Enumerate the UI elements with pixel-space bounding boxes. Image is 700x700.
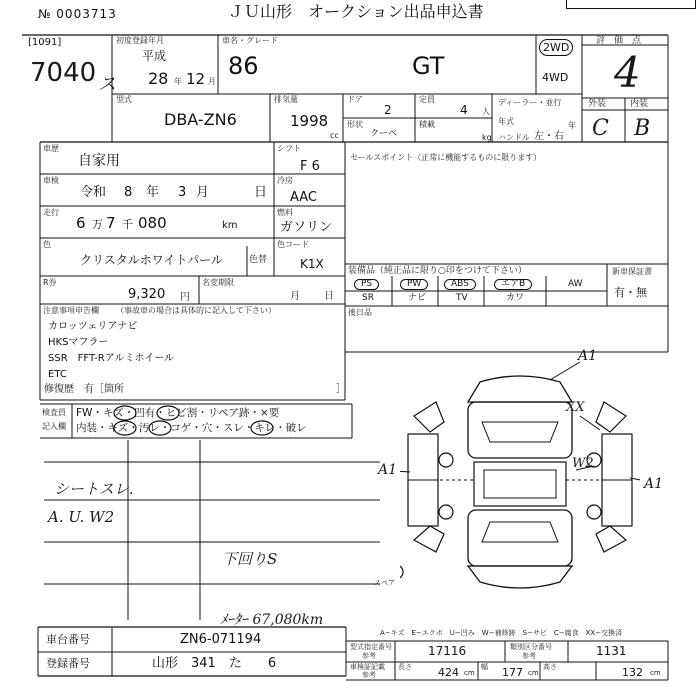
diag-mark-a1-top: A1 [578,348,598,364]
height-label: 高さ [543,663,557,671]
dealer-label: ディーラー・並行 [498,98,562,107]
equip-airbag[interactable]: エアB [494,279,532,290]
fuel: ガソリン [280,220,333,235]
lot-number: 7040 [30,58,97,88]
color-code-label: 色コード [277,240,309,249]
mileage-man-unit: 万 [92,218,103,231]
recycle-label: R券 [43,278,57,287]
equip-tv[interactable]: TV [456,293,468,303]
equip-aw[interactable]: AW [568,279,583,289]
length-label: 長さ [398,663,412,671]
first-reg-month: 12 [186,70,206,88]
model-name-label: 車名・グレード [222,36,278,45]
type-spec-label-1: 型式指定番号 [350,643,392,651]
width-unit: cm [528,669,539,677]
circle-kizu-1 [114,406,136,420]
rating-int-label: 内装 [630,99,649,109]
dims-label-1: 車検証記載 [350,663,385,671]
checks-row-2: 内装・キズ・汚レ・コゲ・穴・スレ・キレ・破レ [76,422,307,434]
circle-sure [251,421,273,435]
plate-number: 山形 341 た 6 [152,656,277,671]
rating-label: 評 価 点 [596,36,642,46]
diag-mark-a1-right: A1 [644,476,664,492]
equip-ps[interactable]: PS [354,279,379,290]
mileage-sen-unit: 千 [122,218,133,231]
handwritten-note-2: A. U. W2 [48,508,115,526]
diag-mark-a1-left: A1 [378,462,398,478]
plate-label: 登録番号 [46,657,90,670]
inspection-label: 車検 [43,176,59,185]
color-label: 色 [43,240,51,249]
first-reg-year: 28 [148,69,169,88]
notes-label: 注意事項申告欄 [43,306,99,315]
body-label: 形状 [347,120,363,129]
width-value: 177 [502,666,523,679]
color-change-label: 色替 [249,255,268,265]
displacement: 1998 [290,112,329,130]
model-code-label: 型式 [116,95,132,104]
model-code: DBA-ZN6 [164,110,237,129]
car-damage-diagram [400,362,640,602]
mileage-rest: 080 [138,214,167,232]
handle-value: 左・右 [534,131,564,142]
mileage-unit: km [222,220,238,231]
checks-row-1: FW・キズ・凹有・ヒビ割・リペア跡・×要 [76,407,280,419]
diag-mark-xx: XX [566,400,585,415]
length-unit: cm [464,669,475,677]
load-unit: kg [482,133,492,142]
type-spec-number: 17116 [428,644,467,658]
length-value: 424 [438,666,459,679]
circle-kizu-2 [114,421,136,435]
equip-sr[interactable]: SR [362,293,374,303]
inspection-era: 令和 [80,185,107,200]
repair-history: 修復歴 有［箇所 [44,384,124,395]
height-unit: cm [650,669,661,677]
expire-month: 月 [290,291,300,302]
capacity: 4 [460,103,468,117]
aircon-label: 冷房 [277,176,293,185]
chassis-label: 車台番号 [46,633,90,646]
equip-pw[interactable]: PW [400,279,428,290]
height-value: 132 [622,666,643,679]
capacity-label: 定員 [419,95,435,104]
model-grade: GT [412,52,445,80]
new-car-warranty-label: 新車保証書 [612,267,652,276]
load-label: 積載 [419,120,435,129]
drive-4wd[interactable]: 4WD [542,71,569,84]
later-date-label: 後日品 [348,308,372,317]
capacity-unit: 人 [482,107,490,116]
new-car-warranty: 有・無 [614,286,647,299]
dealer-year-unit: 年 [568,121,576,130]
first-reg-label: 初度登録年月 [116,36,164,45]
damage-legend: A−キズ E−エクボ U−凹み W−補修跡 S−サビ C−腐食 XX−交換済 [380,629,623,637]
recycle-value: 9,320 [128,287,166,302]
lot-mark: ス [98,74,116,95]
handwritten-note-3: 下回りS [222,550,278,568]
mileage-man: 6 [76,214,86,232]
notes-sub: （事故車の場合は具体的に記入して下さい） [116,306,276,315]
inspection-year-unit: 年 [146,185,160,200]
shift: F 6 [300,159,320,174]
expire-day: 日 [324,291,334,302]
serial-number: № 0003713 [38,7,117,21]
sales-point-label: セールスポイント（正常に機能するものに限ります） [350,153,542,162]
notes-line-4: ETC [48,369,67,380]
inspection-day: 日 [254,185,268,200]
mileage-sen: 7 [106,214,116,232]
equip-leather[interactable]: カワ [506,293,525,303]
displacement-unit: cc [330,131,339,140]
equip-abs[interactable]: ABS [444,279,476,290]
chassis-number: ZN6-071194 [180,632,262,647]
equip-navi[interactable]: ナビ [408,293,427,303]
dims-label-2: 参考 [362,671,376,679]
mileage-label: 走行 [43,208,59,217]
class-number: 1131 [596,644,627,658]
usage: 自家用 [78,153,120,169]
inspection-month: 3 [178,185,187,200]
checks-label-2: 記入欄 [42,422,66,431]
doors-label: ドア [347,95,363,104]
color-code: K1X [300,257,324,271]
diag-mark-w2: W2 [572,456,594,471]
form-code: [1091] [28,37,62,48]
shift-label: シフト [277,144,301,153]
equipment-label: 装備品（純正品に限り○印をつけて下さい） [348,266,527,276]
form-title: ＪＵ山形 オークション出品申込書 [228,2,484,21]
drive-2wd[interactable]: 2WD [539,39,573,56]
checks-label-1: 検査員 [42,408,66,417]
doors: 2 [384,103,392,117]
class-label-1: 類別区分番号 [510,643,552,651]
type-spec-label-2: 参考 [362,652,376,660]
first-reg-year-unit: 年 [174,77,182,86]
notes-line-1: カロッツェリアナビ [48,321,138,332]
handwritten-odometer: ﾒｰﾀｰ 67,080km [220,612,324,628]
first-reg-month-unit: 月 [208,77,216,86]
rating-ext: C [592,116,609,141]
circle-yogore [149,421,171,435]
model-name: 86 [228,52,259,80]
expire-label: 名変期限 [202,278,234,287]
notes-line-3: SSR FFT-Rアルミホイール [48,353,175,364]
first-reg-era: 平成 [142,49,167,63]
rating-ext-label: 外装 [588,99,607,109]
recycle-unit: 円 [180,292,190,303]
repair-history-end: ］ [336,384,346,395]
inspection-year: 8 [124,185,133,200]
body: クーペ [370,129,398,139]
handle-label: ハンドル [498,133,530,142]
width-label: 幅 [481,663,488,671]
fuel-label: 燃料 [277,208,293,217]
usage-label: 車歴 [43,144,59,153]
circle-hekomi [157,406,179,420]
displacement-label: 排気量 [274,95,298,104]
inspection-month-unit: 月 [196,185,210,200]
spare-label: スペア [374,579,395,587]
class-label-2: 参考 [522,652,536,660]
aircon: AAC [290,190,317,205]
notes-line-2: HKSマフラー [48,337,109,348]
handwritten-note-1: シートスレ. [54,480,134,498]
color: クリスタルホワイトパール [80,253,223,267]
rating-int: B [634,116,651,141]
rating-score: 4 [614,48,641,97]
dealer-year-label: 年式 [498,117,514,126]
